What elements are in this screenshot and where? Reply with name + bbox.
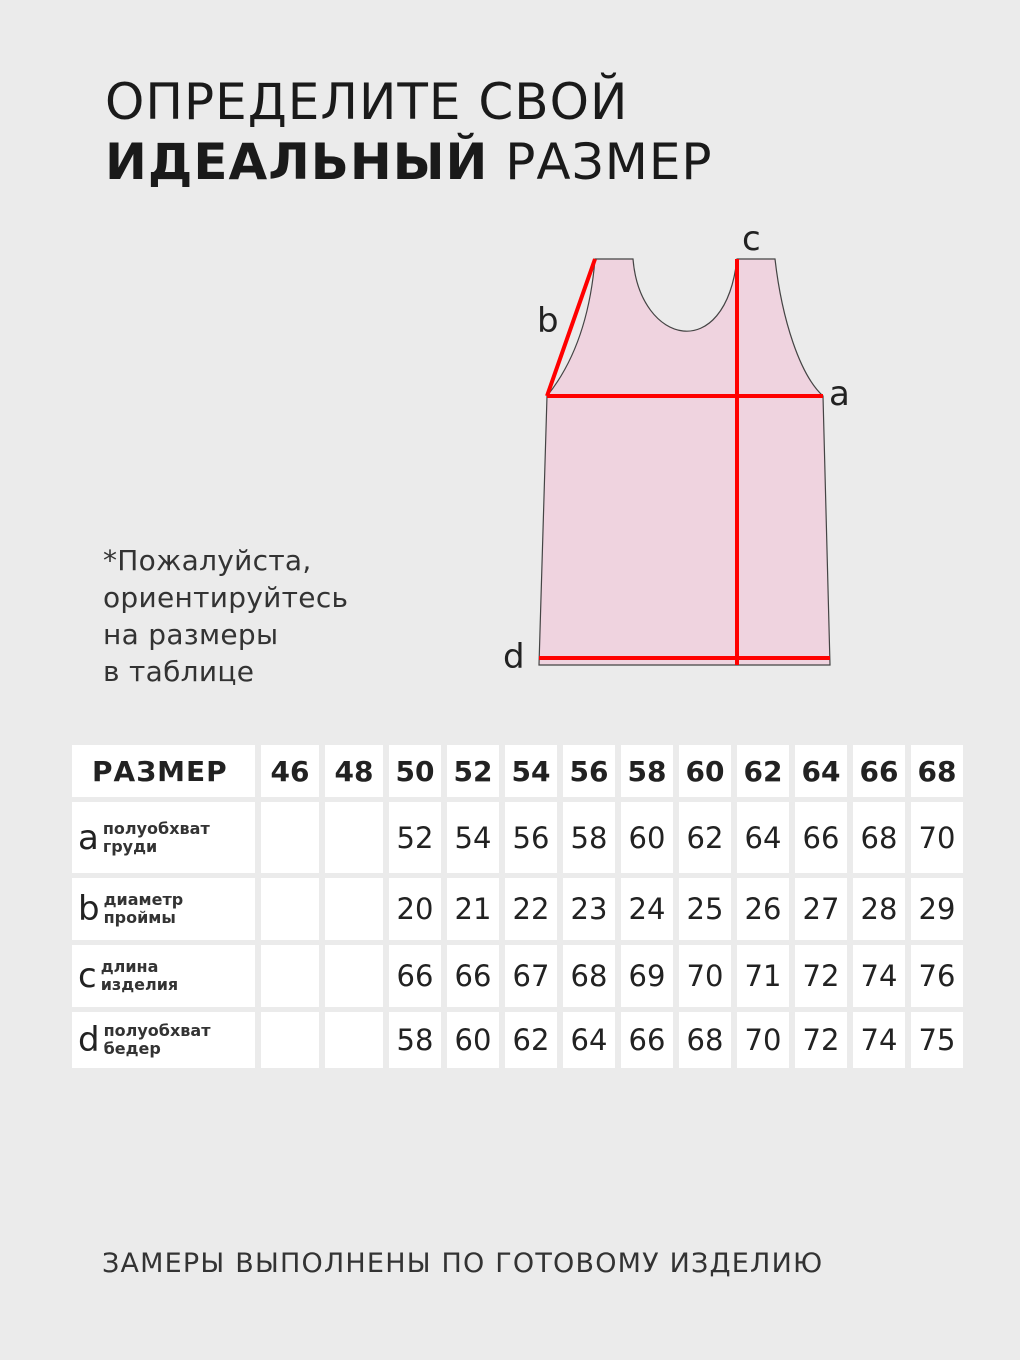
- size-header: 56: [563, 745, 615, 797]
- size-header: 46: [261, 745, 319, 797]
- table-cell: 25: [679, 878, 731, 940]
- table-cell: [325, 945, 383, 1007]
- table-cell: 24: [621, 878, 673, 940]
- note-line: на размеры: [103, 618, 279, 651]
- table-row: [72, 802, 963, 873]
- row-letter: b: [78, 889, 100, 929]
- label-c: c: [742, 219, 761, 259]
- table-cell: 62: [679, 802, 731, 873]
- size-header: 62: [737, 745, 789, 797]
- table-cell: 75: [911, 1012, 963, 1068]
- row-letter: d: [78, 1020, 100, 1060]
- table-cell: 72: [795, 1012, 847, 1068]
- table-cell: 58: [389, 1012, 441, 1068]
- table-cell: 60: [621, 802, 673, 873]
- row-label: [72, 1012, 255, 1068]
- label-b: b: [537, 301, 559, 341]
- size-header: 58: [621, 745, 673, 797]
- table-row: [72, 1012, 963, 1068]
- title-line-1: ОПРЕДЕЛИТЕ СВОЙ: [105, 73, 629, 131]
- table-header-row: [72, 745, 963, 797]
- size-header: 50: [389, 745, 441, 797]
- row-label: [72, 945, 255, 1007]
- footer-note: ЗАМЕРЫ ВЫПОЛНЕНЫ ПО ГОТОВОМУ ИЗДЕЛИЮ: [102, 1248, 824, 1279]
- table-row: [72, 878, 963, 940]
- note-line: *Пожалуйста,: [103, 544, 312, 577]
- note-line: ориентируйтесь: [103, 581, 349, 614]
- table-cell: [325, 1012, 383, 1068]
- table-cell: 60: [447, 1012, 499, 1068]
- size-header: 68: [911, 745, 963, 797]
- row-label: [72, 878, 255, 940]
- row-desc: бедер: [103, 1039, 161, 1058]
- row-desc: диаметр: [103, 890, 184, 909]
- table-cell: 70: [911, 802, 963, 873]
- label-d: d: [503, 637, 525, 677]
- table-cell: 54: [447, 802, 499, 873]
- row-letter: c: [78, 956, 97, 996]
- table-cell: 26: [737, 878, 789, 940]
- table-cell: 74: [853, 1012, 905, 1068]
- table-cell: 27: [795, 878, 847, 940]
- row-letter: a: [78, 817, 99, 858]
- table-cell: 22: [505, 878, 557, 940]
- table-cell: 66: [389, 945, 441, 1007]
- table-cell: 29: [911, 878, 963, 940]
- table-cell: 67: [505, 945, 557, 1007]
- table-cell: [325, 802, 383, 873]
- table-cell: [261, 802, 319, 873]
- table-cell: 64: [563, 1012, 615, 1068]
- size-header: 66: [853, 745, 905, 797]
- row-desc: длина: [100, 957, 159, 976]
- table-cell: 69: [621, 945, 673, 1007]
- label-a: a: [829, 374, 850, 414]
- size-header: 54: [505, 745, 557, 797]
- table-cell: 68: [679, 1012, 731, 1068]
- table-cell: 28: [853, 878, 905, 940]
- table-cell: 66: [795, 802, 847, 873]
- size-table: [66, 740, 969, 1073]
- table-cell: [325, 878, 383, 940]
- table-cell: 66: [621, 1012, 673, 1068]
- table-cell: 70: [679, 945, 731, 1007]
- table-cell: [261, 1012, 319, 1068]
- note-line: в таблице: [103, 655, 255, 688]
- table-cell: 68: [853, 802, 905, 873]
- size-header: 64: [795, 745, 847, 797]
- table-cell: 58: [563, 802, 615, 873]
- table-cell: [261, 945, 319, 1007]
- row-desc: полуобхват: [102, 818, 210, 838]
- table-cell: 71: [737, 945, 789, 1007]
- row-desc: проймы: [103, 908, 176, 927]
- table-cell: 23: [563, 878, 615, 940]
- table-cell: 64: [737, 802, 789, 873]
- table-cell: 62: [505, 1012, 557, 1068]
- page-title: [105, 72, 713, 192]
- table-cell: [261, 878, 319, 940]
- table-cell: 20: [389, 878, 441, 940]
- table-cell: 56: [505, 802, 557, 873]
- title-line-2: [105, 132, 713, 192]
- size-header: 52: [447, 745, 499, 797]
- table-cell: 76: [911, 945, 963, 1007]
- tank-top-outline: [539, 259, 830, 665]
- title-rest-word: РАЗМЕР: [505, 133, 713, 191]
- size-header: 60: [679, 745, 731, 797]
- header-label: РАЗМЕР: [72, 745, 255, 797]
- row-desc: полуобхват: [103, 1021, 211, 1040]
- size-header: 48: [325, 745, 383, 797]
- table-cell: 66: [447, 945, 499, 1007]
- size-note: [103, 542, 348, 690]
- table-cell: 74: [853, 945, 905, 1007]
- table-cell: 52: [389, 802, 441, 873]
- table-cell: 72: [795, 945, 847, 1007]
- table-cell: 70: [737, 1012, 789, 1068]
- title-bold-word: ИДЕАЛЬНЫЙ: [105, 133, 489, 191]
- garment-diagram: [480, 215, 860, 685]
- table-cell: 68: [563, 945, 615, 1007]
- table-cell: 21: [447, 878, 499, 940]
- row-desc: груди: [102, 836, 158, 856]
- row-desc: изделия: [100, 975, 179, 994]
- table-row: [72, 945, 963, 1007]
- row-label: [72, 802, 255, 873]
